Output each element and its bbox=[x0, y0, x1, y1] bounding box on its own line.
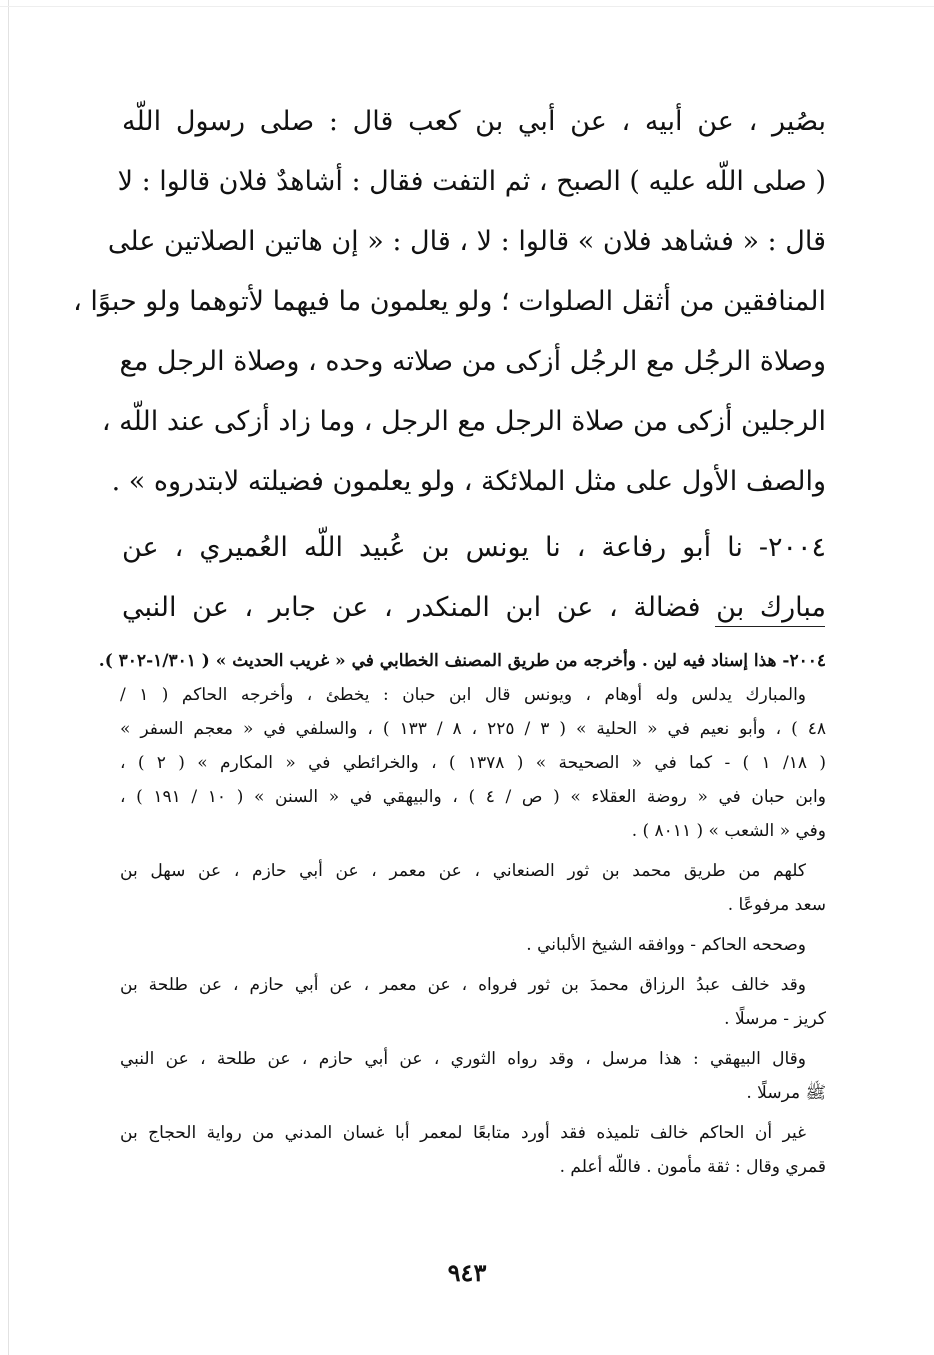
main-text-line: الرجلين أزكى من صلاة الرجل مع الرجل ، وما زاد أزكى عند اللّه ، bbox=[101, 406, 826, 437]
page-number: ٩٤٣ bbox=[447, 1258, 487, 1287]
footnote-line: وقد خالف عبدُ الرزاق محمدَ بن ثور فرواه ، عن معمر ، عن أبي حازم ، عن طلحة بن bbox=[120, 975, 806, 995]
footnotes bbox=[98, 644, 826, 1184]
footnote-line: والمبارك يدلس وله أوهام ، ويونس قال ابن حبان : يخطئ ، وأخرجه الحاكم ( ١ / bbox=[120, 685, 806, 705]
footnote-line: ( ١٨/ ١ ) - كما في « الصحيحة » ( ١٣٧٨ ) ، والخرائطي في « المكارم » ( ٢ ) ، bbox=[120, 753, 826, 773]
footnote-line: غير أن الحاكم خالف تلميذه فقد أورد متابعًا لمعمر أبا غسان المدني من رواية الحجاج بن bbox=[120, 1123, 806, 1143]
main-text bbox=[73, 92, 826, 638]
footnote-line: وفي « الشعب » ( ٨٠١١ ) . bbox=[631, 821, 826, 841]
footnote-line: وصححه الحاكم - ووافقه الشيخ الألباني . bbox=[526, 935, 806, 955]
hadith-2004-line: مبارك بن فضالة ، عن ابن المنكدر ، عن جابر ، عن النبي bbox=[122, 592, 826, 623]
footnote-line: كريز - مرسلًا . bbox=[724, 1009, 826, 1029]
scan-edge-left bbox=[8, 0, 9, 1355]
footnote-line: وابن حبان في « روضة العقلاء » ( ص / ٤ ) ، والبيهقي في « السنن » ( ١٠ / ١٩١ ) ، bbox=[120, 787, 826, 807]
footnote-line: ﷺ مرسلًا . bbox=[746, 1083, 826, 1103]
main-text-line: ( صلى اللّه عليه ) الصبح ، ثم التفت فقال : أشاهدٌ فلان قالوا : لا bbox=[117, 166, 826, 197]
footnote-line: سعد مرفوعًا . bbox=[727, 895, 826, 915]
main-text-line: قال : « فشاهد فلان » قالوا : لا ، قال : « إن هاتين الصلاتين على bbox=[107, 226, 826, 257]
footnote-line: كلهم من طريق محمد بن ثور الصنعاني ، عن معمر ، عن أبي حازم ، عن سهل بن bbox=[120, 861, 806, 881]
hadith-2004-line: ٢٠٠٤- نا أبو رفاعة ، نا يونس بن عُبيد اللّه العُميري ، عن bbox=[122, 532, 826, 563]
footnote-separator bbox=[715, 626, 825, 627]
footnote-line: ٢٠٠٤- هذا إسناد فيه لين . وأخرجه من طريق المصنف الخطابي في « غريب الحديث » ( ١/٣٠١-٣٠٢ ). bbox=[98, 651, 826, 671]
scan-edge-top bbox=[0, 6, 934, 7]
main-text-line: بصُير ، عن أبيه ، عن أبي بن كعب قال : صلى رسول اللّه bbox=[122, 106, 826, 137]
footnote-line: قمري وقال : ثقة مأمون . فاللّه أعلم . bbox=[559, 1157, 826, 1177]
footnote-line: ٤٨ ) ، وأبو نعيم في « الحلية » ( ٣ / ٢٢٥ ، ٨ / ١٣٣ ) ، والسلفي في « معجم السفر » bbox=[120, 719, 826, 739]
main-text-line: والصف الأول على مثل الملائكة ، ولو يعلمون فضيلته لابتدروه » . bbox=[111, 466, 826, 497]
footnote-line: وقال البيهقي : هذا مرسل ، وقد رواه الثوري ، عن أبي حازم ، عن طلحة ، عن النبي bbox=[120, 1049, 806, 1069]
main-text-line: وصلاة الرجُل مع الرجُل أزكى من صلاته وحده ، وصلاة الرجل مع bbox=[119, 346, 826, 377]
main-text-line: المنافقين من أثقل الصلوات ؛ ولو يعلمون ما فيهما لأتوهما ولو حبوًا ، bbox=[73, 286, 826, 317]
